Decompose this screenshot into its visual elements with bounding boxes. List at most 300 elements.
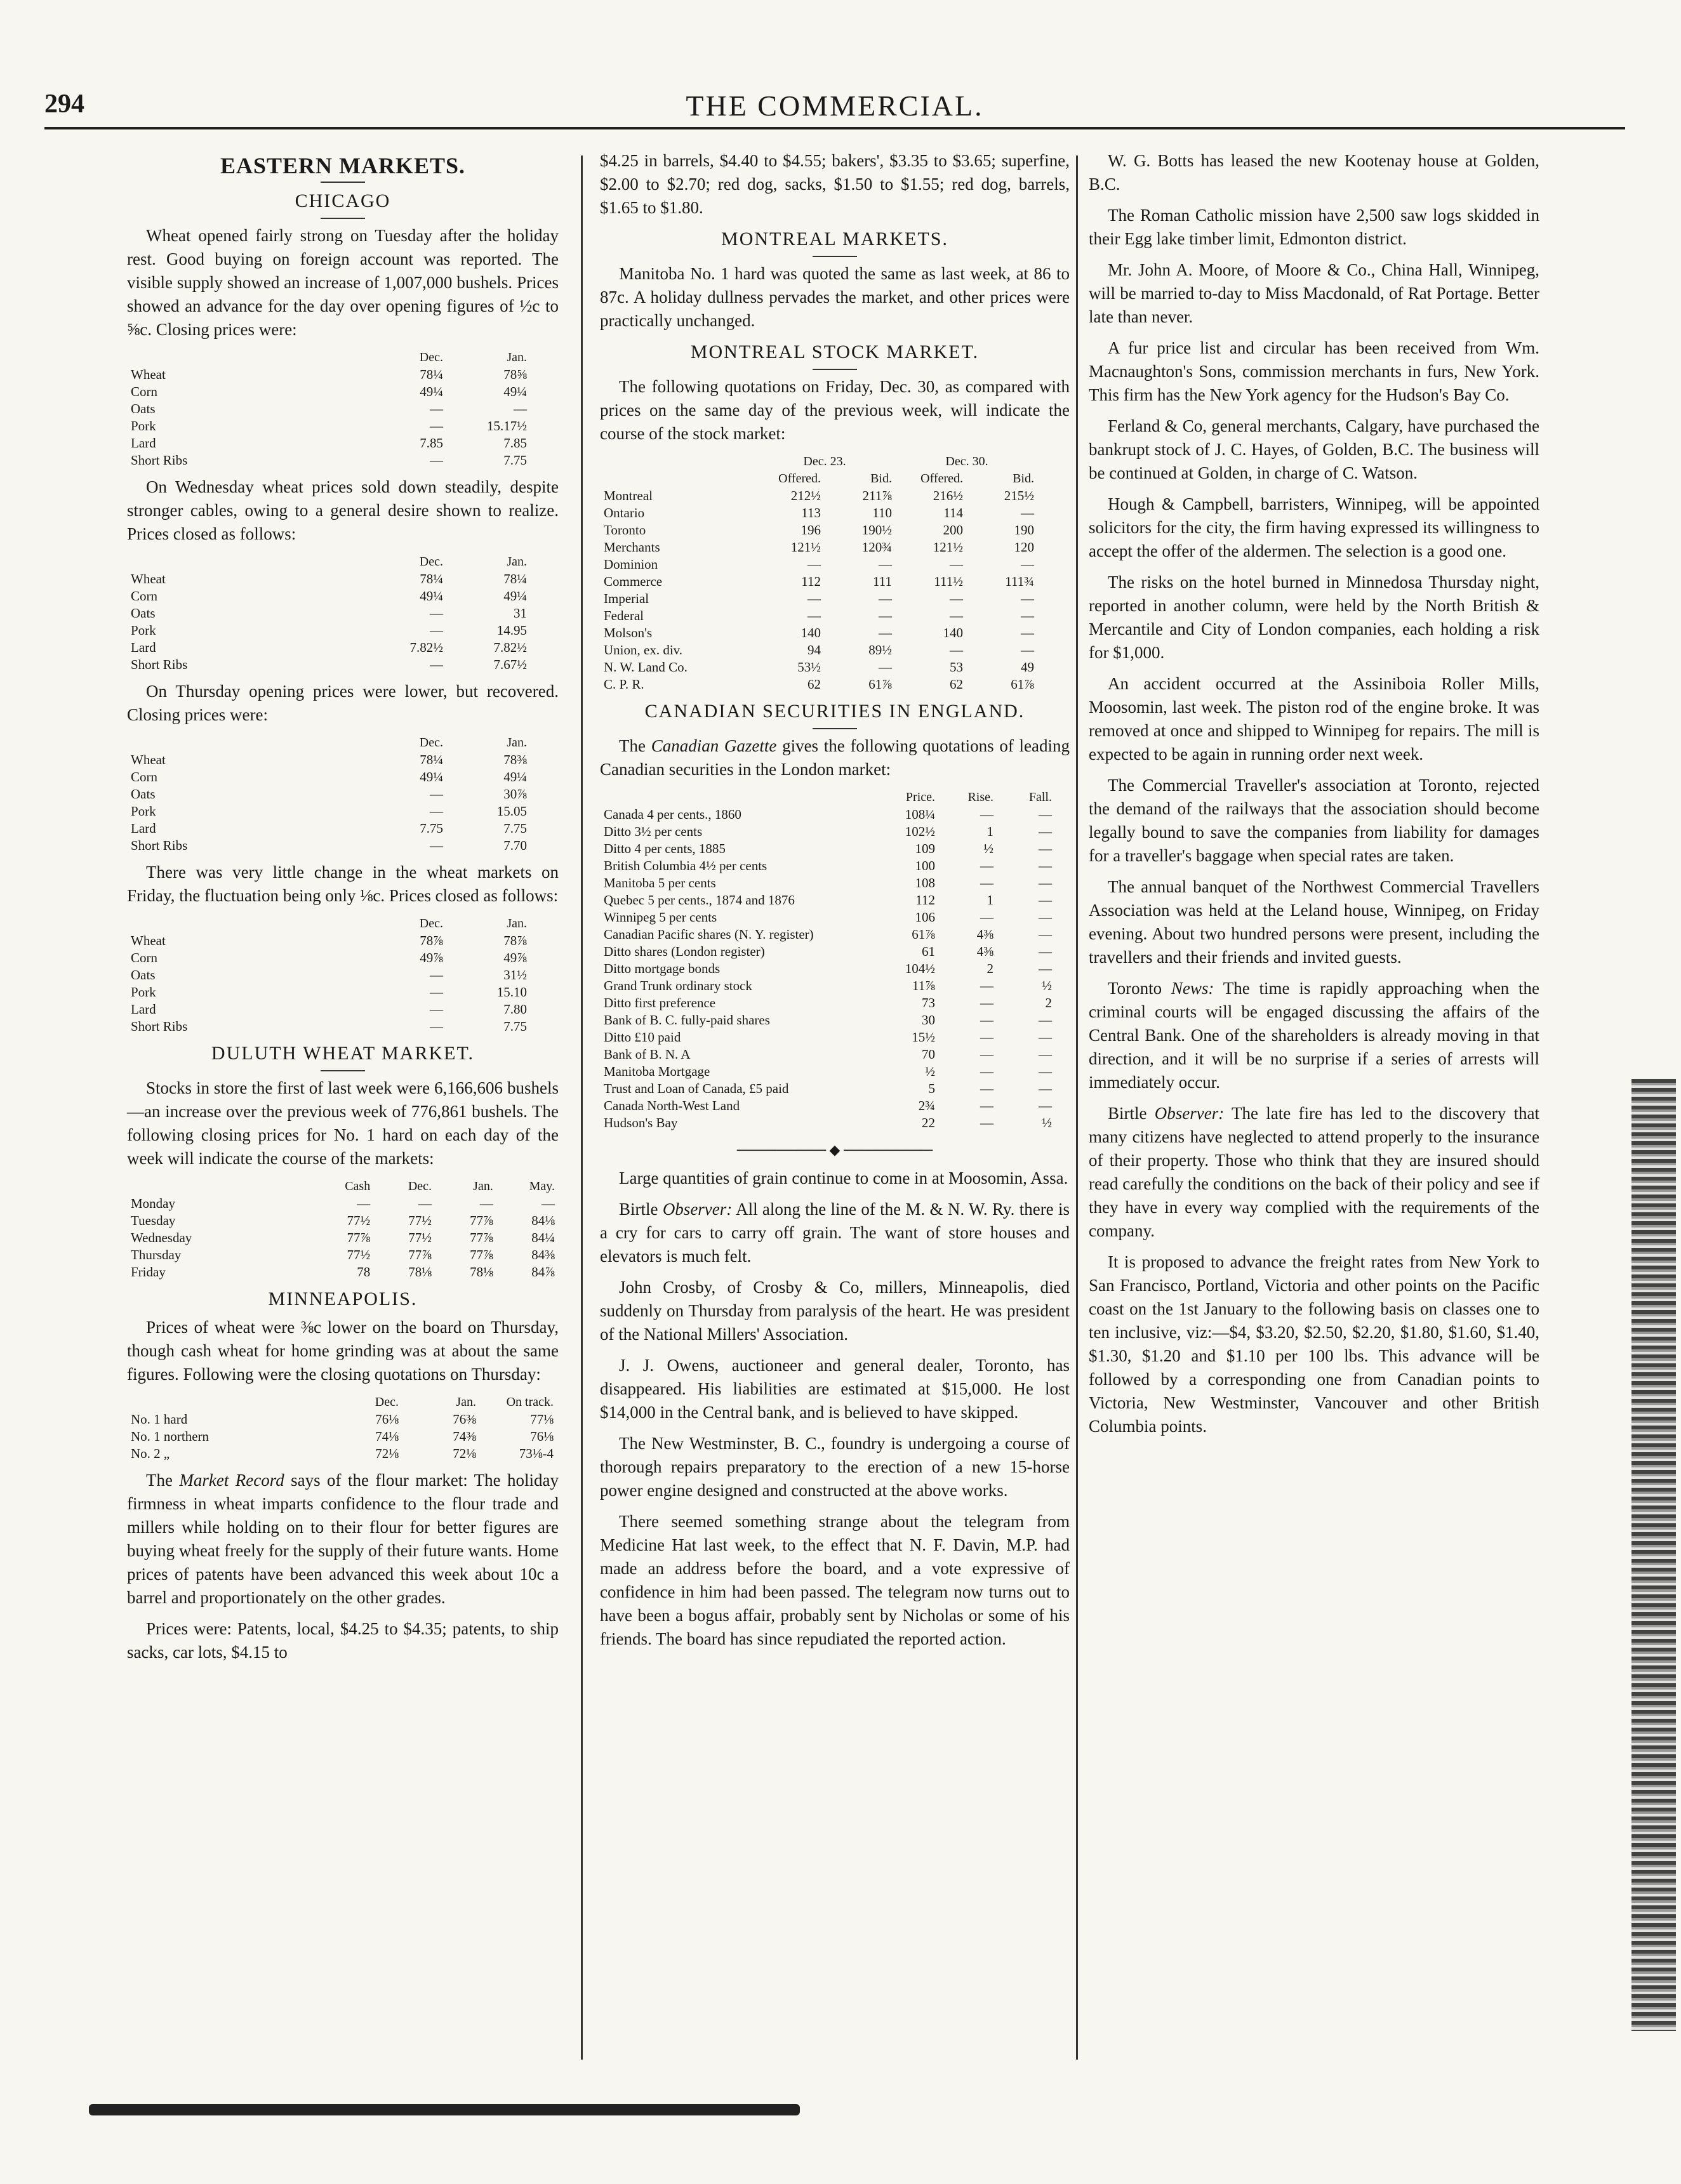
canadian-securities-heading: CANADIAN SECURITIES IN ENGLAND. bbox=[644, 701, 1025, 722]
row-value: 215½ bbox=[1004, 488, 1034, 503]
row-value: — bbox=[430, 418, 443, 433]
row-value: 84¼ bbox=[531, 1230, 555, 1245]
row-label: Short Ribs bbox=[131, 838, 188, 853]
row-value: 76⅛ bbox=[375, 1412, 399, 1427]
row-value: — bbox=[514, 401, 527, 416]
row-label: Lard bbox=[131, 821, 156, 836]
table-row bbox=[600, 909, 1056, 926]
row-value: ½ bbox=[983, 841, 993, 856]
news-paragraph: Hough & Campbell, barristers, Winnipeg, will be appointed solicitors for the city, the firm having expressed its willingness to accept the offer of the aldermen. The selection is a good one. bbox=[1089, 494, 1539, 560]
row-value: — bbox=[1021, 591, 1034, 606]
row-value: 76⅛ bbox=[530, 1429, 554, 1444]
table-row bbox=[127, 820, 531, 837]
row-value: — bbox=[1021, 608, 1034, 623]
row-value: 76⅜ bbox=[453, 1412, 476, 1427]
row-value: 190½ bbox=[861, 522, 892, 538]
row-value: 70 bbox=[922, 1047, 935, 1062]
table-row bbox=[600, 487, 1038, 505]
column-divider bbox=[1076, 156, 1078, 2060]
row-label: Tuesday bbox=[131, 1213, 176, 1228]
table-row bbox=[600, 573, 1038, 590]
table-row bbox=[600, 943, 1056, 960]
row-value: 5 bbox=[928, 1081, 935, 1096]
row-label: British Columbia 4½ per cents bbox=[604, 858, 767, 873]
row-value: — bbox=[430, 804, 443, 819]
table-row bbox=[127, 435, 531, 452]
news-paragraph: The Roman Catholic mission have 2,500 saw logs skidded in their Egg lake timber limit, Edmonton district. bbox=[1089, 206, 1539, 248]
montreal-stock-heading: MONTREAL STOCK MARKET. bbox=[690, 341, 980, 362]
table-row bbox=[127, 400, 531, 418]
row-label: Lard bbox=[131, 1002, 156, 1017]
row-value: 49¼ bbox=[503, 384, 527, 399]
row-value: 72⅛ bbox=[375, 1446, 399, 1461]
row-label: Winnipeg 5 per cents bbox=[604, 910, 717, 925]
header-rule bbox=[44, 127, 1625, 129]
table-row bbox=[127, 656, 531, 673]
row-label: Oats bbox=[131, 401, 156, 416]
section-rule bbox=[321, 1070, 365, 1071]
row-value: — bbox=[1039, 892, 1052, 908]
table-row bbox=[127, 1212, 559, 1229]
flour-market-paragraph: The Market Record says of the flour market: The holiday firmness in wheat imparts confidence to the flour trade and millers while holding on to their flour for better figures are buying wheat freely for the supply of their future wants. Home prices of patents have been advanced this week about 10c a barrel and proportionately on the other grades. bbox=[127, 1471, 559, 1607]
row-value: 61 bbox=[922, 944, 935, 959]
row-label: Wheat bbox=[131, 571, 166, 586]
row-value: — bbox=[980, 1081, 993, 1096]
row-label: Oats bbox=[131, 967, 156, 983]
row-label: Short Ribs bbox=[131, 657, 188, 672]
row-value: 78¼ bbox=[420, 367, 443, 382]
row-value: 140 bbox=[801, 625, 821, 640]
table-row bbox=[600, 875, 1056, 892]
row-value: — bbox=[879, 659, 892, 675]
news-paragraph: The Commercial Traveller's association at Toronto, rejected the demand of the railways that the association should become legally bound to save the companies from liability for damages for a traveller's baggage when special rates are taken. bbox=[1089, 776, 1539, 865]
scan-bottom-bar bbox=[89, 2104, 800, 2115]
row-label: Corn bbox=[131, 769, 157, 784]
scanned-page-edge bbox=[1631, 1079, 1676, 2031]
table-row bbox=[127, 452, 531, 469]
chicago-price-table: Dec. Jan. Wheat 78¼ 78⅜ Corn 49¼ 49¼ Oats — 30⅞ Pork — 15.05 Lard 7.75 7.75 Short Ribs — 7.70 bbox=[127, 734, 531, 854]
row-value: 7.82½ bbox=[493, 640, 527, 655]
row-value: 61⅞ bbox=[1011, 677, 1034, 692]
row-value: — bbox=[357, 1196, 371, 1211]
table-row bbox=[600, 659, 1038, 676]
row-value: 15.05 bbox=[496, 804, 527, 819]
column-2 bbox=[600, 149, 1070, 1658]
table-row bbox=[600, 977, 1056, 995]
table-row bbox=[127, 803, 531, 820]
row-label: Ditto 3½ per cents bbox=[604, 824, 703, 839]
duluth-paragraph: Stocks in store the first of last week were 6,166,606 bushels—an increase over the previous week of 776,861 bushels. The following closing prices for No. 1 hard on each day of the week will indicate the course of the markets: bbox=[127, 1078, 559, 1168]
row-value: — bbox=[418, 1196, 432, 1211]
row-value: 7.85 bbox=[420, 435, 443, 451]
row-label: Lard bbox=[131, 435, 156, 451]
row-value: — bbox=[1039, 875, 1052, 890]
row-value: 78⅞ bbox=[503, 933, 527, 948]
row-value: 78⅞ bbox=[420, 933, 443, 948]
row-value: 62 bbox=[950, 677, 963, 692]
row-label: Manitoba Mortgage bbox=[604, 1064, 710, 1079]
table-row bbox=[600, 840, 1056, 857]
row-value: 72⅛ bbox=[453, 1446, 476, 1461]
row-value: — bbox=[1039, 944, 1052, 959]
row-value: 120 bbox=[1014, 539, 1034, 555]
row-value: 212½ bbox=[790, 488, 821, 503]
row-value: — bbox=[980, 875, 993, 890]
row-value: — bbox=[1039, 807, 1052, 822]
news-paragraph: Birtle Observer: All along the line of the M. & N. W. Ry. there is a cry for cars to carry off grain. The want of store houses and elevators is much felt. bbox=[600, 1200, 1070, 1266]
row-value: — bbox=[879, 557, 892, 572]
row-label: Dominion bbox=[604, 557, 658, 572]
chicago-paragraph: On Wednesday wheat prices sold down steadily, despite stronger cables, owing to a general desire shown to realize. Prices closed as follows: bbox=[127, 477, 559, 543]
row-value: 102½ bbox=[905, 824, 935, 839]
row-value: — bbox=[430, 657, 443, 672]
table-row bbox=[127, 932, 531, 950]
row-value: — bbox=[430, 786, 443, 802]
row-value: — bbox=[1039, 1029, 1052, 1045]
row-value: 4⅜ bbox=[976, 944, 993, 959]
table-row bbox=[600, 995, 1056, 1012]
row-value: 62 bbox=[807, 677, 821, 692]
row-value: 4⅜ bbox=[976, 927, 993, 942]
eastern-markets-title: EASTERN MARKETS. bbox=[220, 153, 466, 178]
table-row bbox=[600, 556, 1038, 573]
row-value: — bbox=[1039, 824, 1052, 839]
row-value: 2 bbox=[987, 961, 993, 976]
table-row bbox=[127, 571, 531, 588]
news-paragraph: There seemed something strange about the telegram from Medicine Hat last week, to the effect that N. F. Davin, M.P. had made an address before the board, and a vote expressive of confidence in him had been passed. The telegram now turns out to have been a bogus affair, probably sent by Nicholas or some of his friends. The board has since repudiated the reported action. bbox=[600, 1512, 1070, 1648]
row-value: 100 bbox=[915, 858, 935, 873]
row-value: — bbox=[980, 807, 993, 822]
table-row bbox=[127, 1001, 531, 1018]
table-row bbox=[600, 607, 1038, 625]
table-row bbox=[127, 1411, 557, 1428]
row-value: 7.75 bbox=[503, 821, 527, 836]
table-row bbox=[127, 1018, 531, 1035]
table-row bbox=[600, 676, 1038, 693]
row-value: — bbox=[430, 606, 443, 621]
news-paragraph: J. J. Owens, auctioneer and general dealer, Toronto, has disappeared. His liabilities are estimated at $15,000. He lost $14,000 in the Central bank, and is believed to have skipped. bbox=[600, 1356, 1070, 1422]
row-label: No. 1 northern bbox=[131, 1429, 209, 1444]
row-value: — bbox=[980, 1064, 993, 1079]
table-row bbox=[127, 1195, 559, 1212]
row-value: 77⅞ bbox=[347, 1230, 371, 1245]
row-value: — bbox=[950, 642, 963, 658]
flour-prices-continued: $4.25 in barrels, $4.40 to $4.55; bakers', $3.35 to $3.65; superfine, $2.00 to $2.70; red dog, sacks, $1.50 to $1.55; red dog, barrels, $1.65 to $1.80. bbox=[600, 151, 1070, 217]
row-label: Oats bbox=[131, 786, 156, 802]
row-value: 7.80 bbox=[503, 1002, 527, 1017]
row-value: 74⅜ bbox=[453, 1429, 476, 1444]
row-value: — bbox=[1039, 1081, 1052, 1096]
duluth-price-table: Cash Dec. Jan. May. Monday — — — — Tuesday 77½ 77½ 77⅞ 84⅛ Wednesday 77⅞ 77½ 77⅞ 84¼ Thursday 77½ 77⅞ 77⅞ 84⅜ Friday 78 78⅛ 78⅛ 84⅞ bbox=[127, 1178, 559, 1281]
row-value: — bbox=[430, 967, 443, 983]
row-value: — bbox=[1039, 858, 1052, 873]
table-row bbox=[600, 505, 1038, 522]
row-value: 49¼ bbox=[420, 769, 443, 784]
row-label: Bank of B. N. A bbox=[604, 1047, 691, 1062]
row-value: — bbox=[807, 608, 821, 623]
minneapolis-heading: MINNEAPOLIS. bbox=[268, 1288, 418, 1309]
row-value: 111 bbox=[873, 574, 892, 589]
row-value: 78¼ bbox=[420, 752, 443, 767]
row-value: — bbox=[1039, 1047, 1052, 1062]
row-value: 77⅞ bbox=[470, 1247, 493, 1262]
news-paragraph: Toronto News: The time is rapidly approaching when the criminal courts will be engaged discussing the affairs of the Central Bank. One of the shareholders is already moving in that direction, and it will be no surprise if a series of arrests will immediately occur. bbox=[1089, 979, 1539, 1092]
row-value: 78 bbox=[357, 1264, 371, 1280]
row-value: 30 bbox=[922, 1012, 935, 1028]
row-value: — bbox=[430, 1002, 443, 1017]
table-row bbox=[127, 751, 531, 769]
row-value: 84⅛ bbox=[531, 1213, 555, 1228]
row-label: Canada 4 per cents., 1860 bbox=[604, 807, 741, 822]
row-value: 112 bbox=[801, 574, 821, 589]
row-value: 84⅜ bbox=[531, 1247, 555, 1262]
minneapolis-paragraph: Prices of wheat were ⅜c lower on the board on Thursday, though cash wheat for home grinding was at about the same figures. Following were the closing quotations on Thursday: bbox=[127, 1318, 559, 1384]
row-label: Wednesday bbox=[131, 1230, 192, 1245]
row-value: 49⅞ bbox=[420, 950, 443, 965]
chicago-paragraph: Wheat opened fairly strong on Tuesday after the holiday rest. Good buying on foreign account was reported. The visible supply showed an increase of 1,007,000 bushels. Prices showed an advance for the day over opening figures of ½c to ⅝c. Closing prices were: bbox=[127, 226, 559, 339]
news-paragraph: John Crosby, of Crosby & Co, millers, Minneapolis, died suddenly on Thursday from paralysis of the heart. He was president of the National Millers' Association. bbox=[600, 1278, 1070, 1344]
canadian-paragraph: The Canadian Gazette gives the following quotations of leading Canadian securities in the London market: bbox=[600, 736, 1070, 779]
row-value: — bbox=[879, 608, 892, 623]
row-value: 111¾ bbox=[1005, 574, 1034, 589]
table-row bbox=[127, 1247, 559, 1264]
news-paragraph: Birtle Observer: The late fire has led to the discovery that many citizens have neglected to attend properly to the insurance of their property. Those who think that they are insured should read carefully the conditions on the back of their policy and see if they have in every way complied with the requirements of the company. bbox=[1089, 1104, 1539, 1240]
table-row bbox=[127, 984, 531, 1001]
column-divider bbox=[581, 156, 583, 2060]
row-label: Union, ex. div. bbox=[604, 642, 683, 658]
table-row bbox=[127, 366, 531, 383]
row-label: Ditto 4 per cents, 1885 bbox=[604, 841, 726, 856]
table-row bbox=[127, 639, 531, 656]
row-value: — bbox=[807, 557, 821, 572]
row-label: Corn bbox=[131, 950, 157, 965]
minneapolis-price-table: Dec. Jan. On track. No. 1 hard 76⅛ 76⅜ 77⅛ No. 1 northern 74⅛ 74⅜ 76⅛ No. 2 „ 72⅛ 72⅛ 73⅛-4 bbox=[127, 1394, 557, 1462]
row-value: 49¼ bbox=[503, 769, 527, 784]
row-label: Pork bbox=[131, 804, 156, 819]
row-value: 7.75 bbox=[420, 821, 443, 836]
flour-prices-paragraph: Prices were: Patents, local, $4.25 to $4.35; patents, to ship sacks, car lots, $4.15 to bbox=[127, 1619, 559, 1662]
row-value: 121½ bbox=[933, 539, 963, 555]
row-label: Quebec 5 per cents., 1874 and 1876 bbox=[604, 892, 795, 908]
ornament-divider: ───────── ◆ ───────── bbox=[736, 1142, 933, 1158]
table-row bbox=[127, 769, 531, 786]
row-value: 109 bbox=[915, 841, 935, 856]
row-value: — bbox=[1039, 961, 1052, 976]
row-value: 61⅞ bbox=[868, 677, 892, 692]
chicago-price-table: Dec. Jan. Wheat 78⅞ 78⅞ Corn 49⅞ 49⅞ Oats — 31½ Pork — 15.10 Lard — 7.80 Short Ribs — 7.75 bbox=[127, 915, 531, 1035]
row-label: Grand Trunk ordinary stock bbox=[604, 978, 752, 993]
row-value: — bbox=[950, 608, 963, 623]
row-value: 190 bbox=[1014, 522, 1034, 538]
row-value: 110 bbox=[872, 505, 892, 520]
row-value: 14.95 bbox=[496, 623, 527, 638]
row-label: Corn bbox=[131, 384, 157, 399]
table-row bbox=[127, 622, 531, 639]
row-value: 216½ bbox=[933, 488, 963, 503]
table-row bbox=[127, 837, 531, 854]
table-row bbox=[127, 1264, 559, 1281]
section-rule bbox=[813, 728, 857, 729]
news-paragraph: It is proposed to advance the freight rates from New York to San Francisco, Portland, Victoria and other points on the Pacific coast on the 1st January to the following basis on classes one to ten inclusive, viz:—$4, $3.20, $2.50, $2.20, $1.80, $1.60, $1.40, $1.30, $1.20 and $1.10 per 100 lbs. This advance will be followed by a corresponding one from Canadian points to Victoria, New Westminster, Vancouver and other British Columbia points. bbox=[1089, 1252, 1539, 1436]
row-value: 53 bbox=[950, 659, 963, 675]
row-label: Lard bbox=[131, 640, 156, 655]
news-paragraph: The New Westminster, B. C., foundry is undergoing a course of thorough repairs preparatory to the erection of a new 15-horse power engine designed and constructed at the above works. bbox=[600, 1434, 1070, 1500]
row-label: Short Ribs bbox=[131, 1019, 188, 1034]
row-value: 30⅞ bbox=[503, 786, 527, 802]
row-value: 61⅞ bbox=[912, 927, 935, 942]
row-value: — bbox=[1021, 505, 1034, 520]
row-value: 140 bbox=[943, 625, 963, 640]
row-value: — bbox=[430, 401, 443, 416]
row-label: Pork bbox=[131, 984, 156, 1000]
row-value: — bbox=[980, 1047, 993, 1062]
row-value: 78⅛ bbox=[408, 1264, 432, 1280]
row-value: ½ bbox=[1042, 978, 1052, 993]
row-value: 1 bbox=[987, 824, 993, 839]
row-value: — bbox=[1021, 625, 1034, 640]
table-row bbox=[600, 892, 1056, 909]
row-value: — bbox=[950, 591, 963, 606]
row-label: Molson's bbox=[604, 625, 653, 640]
row-value: — bbox=[807, 591, 821, 606]
row-value: — bbox=[430, 623, 443, 638]
row-value: 7.70 bbox=[503, 838, 527, 853]
row-value: 74⅛ bbox=[375, 1429, 399, 1444]
row-value: — bbox=[1039, 910, 1052, 925]
row-label: Wheat bbox=[131, 933, 166, 948]
row-value: — bbox=[879, 625, 892, 640]
table-row bbox=[600, 625, 1038, 642]
table-row bbox=[600, 857, 1056, 875]
row-value: 7.67½ bbox=[493, 657, 527, 672]
row-value: 104½ bbox=[905, 961, 935, 976]
row-value: — bbox=[980, 1115, 993, 1130]
row-value: 49¼ bbox=[503, 588, 527, 604]
row-value: 73⅛-4 bbox=[519, 1446, 554, 1461]
row-value: 111½ bbox=[934, 574, 963, 589]
row-label: Corn bbox=[131, 588, 157, 604]
row-value: — bbox=[542, 1196, 555, 1211]
row-value: 196 bbox=[801, 522, 821, 538]
row-value: 15.10 bbox=[496, 984, 527, 1000]
row-label: Ditto mortgage bonds bbox=[604, 961, 721, 976]
row-label: Oats bbox=[131, 606, 156, 621]
row-label: Canadian Pacific shares (N. Y. register) bbox=[604, 927, 814, 942]
row-label: Ditto shares (London register) bbox=[604, 944, 765, 959]
row-label: Wheat bbox=[131, 752, 166, 767]
chicago-price-table: Dec. Jan. Wheat 78¼ 78⅝ Corn 49¼ 49¼ Oats — — Pork — 15.17½ Lard 7.85 7.85 Short Ribs — 7.75 bbox=[127, 349, 531, 469]
row-label: Short Ribs bbox=[131, 453, 188, 468]
page-number: 294 bbox=[44, 89, 84, 119]
row-value: 113 bbox=[801, 505, 821, 520]
row-value: 78⅜ bbox=[503, 752, 527, 767]
row-value: 77⅞ bbox=[408, 1247, 432, 1262]
row-value: 1 bbox=[987, 892, 993, 908]
section-rule bbox=[813, 369, 857, 370]
news-paragraph: The annual banquet of the Northwest Commercial Travellers Association was held at the Leland house, Winnipeg, on Friday evening. About two hundred persons were present, including the travellers and their friends and invited guests. bbox=[1089, 877, 1539, 967]
news-paragraph: Ferland & Co, general merchants, Calgary, have purchased the bankrupt stock of J. C. Hayes, of Golden, B.C. The business will be continued at Golden, in charge of C. Watson. bbox=[1089, 416, 1539, 482]
table-row bbox=[127, 605, 531, 622]
row-value: 22 bbox=[922, 1115, 935, 1130]
row-label: Thursday bbox=[131, 1247, 182, 1262]
row-value: — bbox=[1039, 841, 1052, 856]
news-paragraph: Mr. John A. Moore, of Moore & Co., China Hall, Winnipeg, will be married to-day to Miss Macdonald, of Rat Portage. Better late than never. bbox=[1089, 260, 1539, 326]
row-label: C. P. R. bbox=[604, 677, 644, 692]
row-value: — bbox=[879, 591, 892, 606]
row-value: ½ bbox=[1042, 1115, 1052, 1130]
row-value: — bbox=[479, 1196, 493, 1211]
row-label: Ditto first preference bbox=[604, 995, 716, 1010]
table-row bbox=[600, 960, 1056, 977]
row-label: Imperial bbox=[604, 591, 649, 606]
chicago-heading: CHICAGO bbox=[295, 190, 391, 211]
duluth-heading: DULUTH WHEAT MARKET. bbox=[211, 1043, 475, 1064]
table-row bbox=[127, 1229, 559, 1247]
table-row bbox=[600, 642, 1038, 659]
stock-table: Dec. 23. Dec. 30. Offered. Bid. Offered. Bid. Montreal 212½ 211⅞ 216½ 215½ Ontario 113 110 114 — Toronto 196 190½ 200 190 Merchants 121½ 120¾ 121½ 120 Dominion — — — — Commerce 112 111 111½ 111¾ Imperial — — — — Federal — — — — Molson's 140 — 140 — Union, ex. div. 94 89½ — — N. W. Land Co. 53½ — 53 49 C. P. R. 62 61⅞ 62 61⅞ bbox=[600, 453, 1038, 693]
montreal-markets-heading: MONTREAL MARKETS. bbox=[721, 228, 948, 249]
table-row bbox=[127, 786, 531, 803]
row-value: 49 bbox=[1021, 659, 1034, 675]
row-label: Montreal bbox=[604, 488, 653, 503]
row-value: 78⅝ bbox=[503, 367, 527, 382]
row-value: 108 bbox=[915, 875, 935, 890]
row-value: 53½ bbox=[797, 659, 821, 675]
row-value: 77⅞ bbox=[470, 1230, 493, 1245]
row-label: Wheat bbox=[131, 367, 166, 382]
table-row bbox=[127, 1428, 557, 1445]
row-label: Ontario bbox=[604, 505, 645, 520]
row-label: No. 1 hard bbox=[131, 1412, 188, 1427]
row-value: 73 bbox=[922, 995, 935, 1010]
table-row bbox=[127, 967, 531, 984]
row-value: — bbox=[980, 1012, 993, 1028]
row-value: — bbox=[430, 1019, 443, 1034]
row-value: 7.82½ bbox=[409, 640, 443, 655]
row-value: 31 bbox=[514, 606, 527, 621]
row-value: 77⅞ bbox=[470, 1213, 493, 1228]
row-value: 2¾ bbox=[918, 1098, 935, 1113]
news-paragraph: Large quantities of grain continue to come in at Moosomin, Assa. bbox=[619, 1168, 1068, 1188]
chicago-paragraph: On Thursday opening prices were lower, but recovered. Closing prices were: bbox=[127, 682, 559, 724]
table-row bbox=[600, 1097, 1056, 1115]
table-row bbox=[600, 539, 1038, 556]
row-value: 106 bbox=[915, 910, 935, 925]
row-value: — bbox=[980, 1029, 993, 1045]
table-row bbox=[600, 590, 1038, 607]
row-value: 2 bbox=[1045, 995, 1052, 1010]
section-rule bbox=[321, 218, 365, 219]
row-value: 7.85 bbox=[503, 435, 527, 451]
table-row bbox=[600, 823, 1056, 840]
row-label: Hudson's Bay bbox=[604, 1115, 678, 1130]
row-value: — bbox=[980, 978, 993, 993]
table-row bbox=[127, 950, 531, 967]
column-1 bbox=[127, 149, 559, 1672]
row-value: 120¾ bbox=[861, 539, 892, 555]
row-value: 89½ bbox=[868, 642, 892, 658]
chicago-price-table: Dec. Jan. Wheat 78¼ 78¼ Corn 49¼ 49¼ Oats — 31 Pork — 14.95 Lard 7.82½ 7.82½ Short Ribs — 7.67½ bbox=[127, 553, 531, 673]
row-value: ½ bbox=[925, 1064, 935, 1079]
row-value: 114 bbox=[943, 505, 963, 520]
row-value: 15½ bbox=[912, 1029, 935, 1045]
row-label: N. W. Land Co. bbox=[604, 659, 688, 675]
news-paragraph: A fur price list and circular has been received from Wm. Macnaughton's Sons, commission merchants in furs, New York. This firm has the New York agency for the Hudson's Bay Co. bbox=[1089, 338, 1539, 404]
row-value: — bbox=[1021, 557, 1034, 572]
row-value: 77½ bbox=[347, 1247, 371, 1262]
table-row bbox=[600, 806, 1056, 823]
row-value: — bbox=[980, 858, 993, 873]
